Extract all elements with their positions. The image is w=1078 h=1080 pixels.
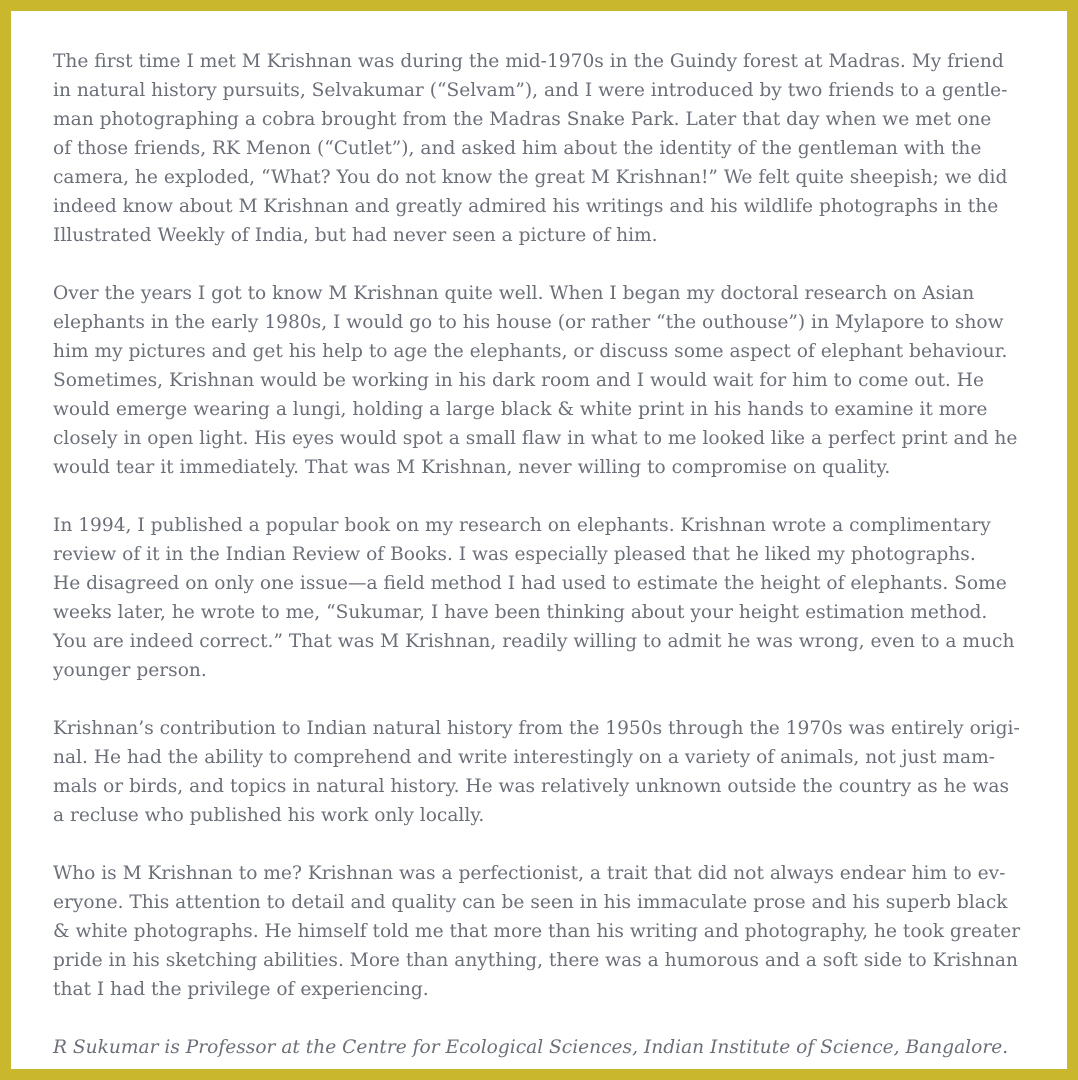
paragraph-line: Who is M Krishnan to me? Krishnan was a perfectionist, a trait that did not always endear him to ev- bbox=[53, 863, 1006, 884]
paragraph-5 bbox=[53, 859, 1053, 1004]
paragraph-3 bbox=[53, 511, 1053, 685]
paragraph-line: would emerge wearing a lungi, holding a large black & white print in his hands to examine it more bbox=[53, 399, 988, 420]
article-body bbox=[53, 47, 1053, 1062]
paragraph-line: review of it in the Indian Review of Books. I was especially pleased that he liked my photographs. bbox=[53, 544, 976, 565]
paragraph-line: would tear it immediately. That was M Krishnan, never willing to compromise on quality. bbox=[53, 457, 891, 478]
author-byline: R Sukumar is Professor at the Centre for Ecological Sciences, Indian Institute of Science, Bangalore. bbox=[53, 1037, 1009, 1058]
paragraph-line: Krishnan’s contribution to Indian natural history from the 1950s through the 1970s was entirely origi- bbox=[53, 718, 1020, 739]
paragraph-line: pride in his sketching abilities. More than anything, there was a humorous and a soft side to Krishnan bbox=[53, 950, 1018, 971]
paragraph-line: man photographing a cobra brought from the Madras Snake Park. Later that day when we met one bbox=[53, 109, 992, 130]
paragraph-line: elephants in the early 1980s, I would go to his house (or rather “the outhouse”) in Mylapore to show bbox=[53, 312, 1004, 333]
paragraph-line: The first time I met M Krishnan was during the mid-1970s in the Guindy forest at Madras. My friend bbox=[53, 51, 1004, 72]
paragraph-line: of those friends, RK Menon (“Cutlet”), and asked him about the identity of the gentleman with the bbox=[53, 138, 982, 159]
paragraph-line: in natural history pursuits, Selvakumar (“Selvam”), and I were introduced by two friends to a gentle- bbox=[53, 80, 1008, 101]
paragraph-line: camera, he exploded, “What? You do not know the great M Krishnan!” We felt quite sheepish; we did bbox=[53, 167, 1008, 188]
paragraph-line: Over the years I got to know M Krishnan quite well. When I began my doctoral research on Asian bbox=[53, 283, 975, 304]
paragraph-2 bbox=[53, 279, 1053, 482]
paragraph-line: He disagreed on only one issue—a field method I had used to estimate the height of elephants. Some bbox=[53, 573, 1007, 594]
paragraph-line: Sometimes, Krishnan would be working in his dark room and I would wait for him to come out. He bbox=[53, 370, 984, 391]
paragraph-line: nal. He had the ability to comprehend and write interestingly on a variety of animals, not just mam- bbox=[53, 747, 996, 768]
paragraph-line: mals or birds, and topics in natural history. He was relatively unknown outside the country as he was bbox=[53, 776, 1010, 797]
paragraph-line: You are indeed correct.” That was M Krishnan, readily willing to admit he was wrong, even to a much bbox=[53, 631, 1015, 652]
paragraph-line: & white photographs. He himself told me that more than his writing and photography, he took greater bbox=[53, 921, 1021, 942]
paragraph-line: closely in open light. His eyes would spot a small flaw in what to me looked like a perfect print and he bbox=[53, 428, 1018, 449]
paragraph-line: that I had the privilege of experiencing. bbox=[53, 979, 429, 1000]
paragraph-line: Illustrated Weekly of India, but had never seen a picture of him. bbox=[53, 225, 658, 246]
paragraph-1 bbox=[53, 47, 1053, 250]
paragraph-line: him my pictures and get his help to age the elephants, or discuss some aspect of elephant behaviour. bbox=[53, 341, 1008, 362]
paragraph-line: weeks later, he wrote to me, “Sukumar, I have been thinking about your height estimation method. bbox=[53, 602, 988, 623]
paragraph-line: younger person. bbox=[53, 660, 207, 681]
paragraph-line: a recluse who published his work only locally. bbox=[53, 805, 485, 826]
paragraph-line: In 1994, I published a popular book on my research on elephants. Krishnan wrote a complimentary bbox=[53, 515, 991, 536]
paragraph-line: indeed know about M Krishnan and greatly admired his writings and his wildlife photographs in the bbox=[53, 196, 999, 217]
paragraph-4 bbox=[53, 714, 1053, 830]
paragraph-line: eryone. This attention to detail and quality can be seen in his immaculate prose and his superb black bbox=[53, 892, 1008, 913]
